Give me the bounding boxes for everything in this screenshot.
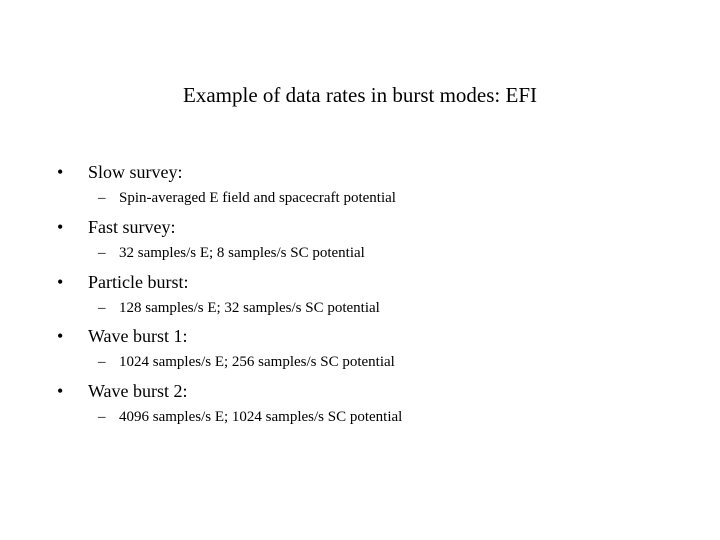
bullet-item-wave-burst-2 bbox=[0, 379, 720, 429]
bullet-item-particle-burst bbox=[0, 270, 720, 320]
bullet-label: Wave burst 2: bbox=[88, 381, 188, 401]
sub-bullet-marker: – bbox=[98, 245, 106, 261]
sub-bullet-text: 128 samples/s E; 32 samples/s SC potential bbox=[119, 300, 380, 316]
bullet-marker: • bbox=[57, 272, 64, 292]
bullet-label: Fast survey: bbox=[88, 217, 176, 237]
sub-bullet-text: 32 samples/s E; 8 samples/s SC potential bbox=[119, 245, 365, 261]
bullet-label: Wave burst 1: bbox=[88, 326, 188, 346]
sub-bullet-text: Spin-averaged E field and spacecraft potential bbox=[119, 190, 396, 206]
bullet-label: Particle burst: bbox=[88, 272, 189, 292]
bullet-marker: • bbox=[57, 381, 64, 401]
sub-bullet-marker: – bbox=[98, 354, 106, 370]
sub-bullet-text: 1024 samples/s E; 256 samples/s SC potential bbox=[119, 354, 395, 370]
bullet-marker: • bbox=[57, 162, 64, 182]
sub-bullet-text: 4096 samples/s E; 1024 samples/s SC potential bbox=[119, 409, 403, 425]
sub-bullet-marker: – bbox=[98, 300, 106, 316]
bullet-item-wave-burst-1 bbox=[0, 324, 720, 374]
sub-bullet-marker: – bbox=[98, 409, 106, 425]
sub-bullet-marker: – bbox=[98, 190, 106, 206]
bullet-marker: • bbox=[57, 217, 64, 237]
bullet-item-slow-survey bbox=[0, 160, 720, 210]
bullet-item-fast-survey bbox=[0, 215, 720, 265]
bullet-label: Slow survey: bbox=[88, 162, 183, 182]
slide-title: Example of data rates in burst modes: EFI bbox=[183, 83, 537, 107]
bullet-marker: • bbox=[57, 326, 64, 346]
